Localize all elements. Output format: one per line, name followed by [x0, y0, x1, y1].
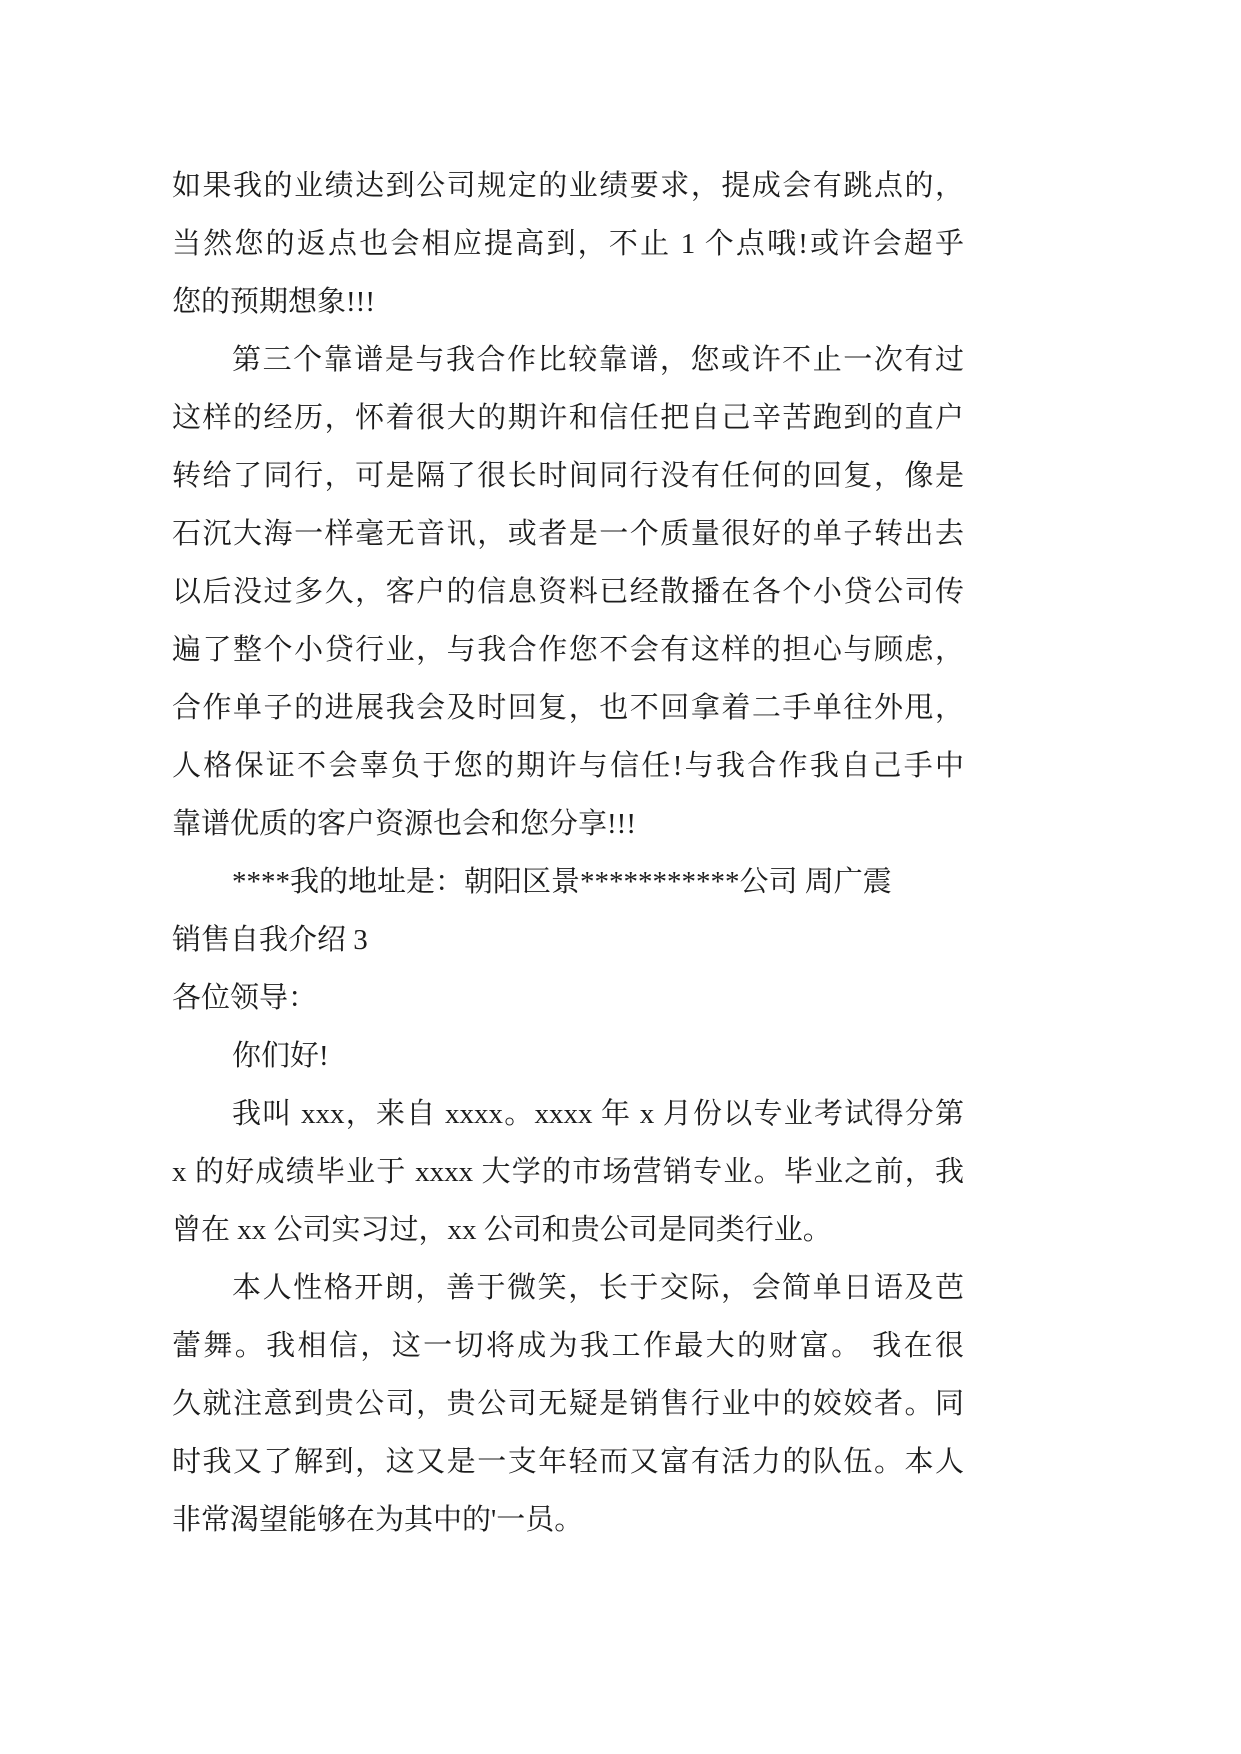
text-line: 我叫 xxx，来自 xxxx。xxxx 年 x 月份以专业考试得分第 — [232, 1098, 964, 1130]
text-line: 非常渴望能够在为其中的'一员。 — [172, 1504, 584, 1536]
text-line: 曾在 xx 公司实习过，xx 公司和贵公司是同类行业。 — [172, 1214, 832, 1246]
text-line: 您的预期想象!!! — [172, 286, 375, 318]
text-line: 本人性格开朗，善于微笑，长于交际，会简单日语及芭 — [232, 1272, 964, 1304]
text-line: 时我又了解到，这又是一支年轻而又富有活力的队伍。本人 — [172, 1446, 964, 1478]
salutation-block — [172, 969, 964, 1027]
continued-paragraph — [172, 157, 964, 331]
text-line: 靠谱优质的客户资源也会和您分享!!! — [172, 808, 636, 840]
text-line: 转给了同行，可是隔了很长时间同行没有任何的回复，像是 — [172, 460, 964, 492]
text-line: 以后没过多久，客户的信息资料已经散播在各个小贷公司传 — [172, 576, 964, 608]
intro-paragraph — [172, 1085, 964, 1259]
section-heading: 销售自我介绍 3 — [172, 924, 368, 956]
text-line: 久就注意到贵公司，贵公司无疑是销售行业中的姣姣者。同 — [172, 1388, 964, 1420]
greeting-block — [172, 1027, 964, 1085]
text-line: 石沉大海一样毫无音讯，或者是一个质量很好的单子转出去 — [172, 518, 964, 550]
text-line: 遍了整个小贷行业，与我合作您不会有这样的担心与顾虑， — [172, 634, 964, 666]
reliability-paragraph — [172, 331, 964, 853]
personality-paragraph — [172, 1259, 964, 1549]
document-body — [172, 157, 964, 1549]
text-line: 当然您的返点也会相应提高到，不止 1 个点哦!或许会超乎 — [172, 228, 964, 260]
address-line: ****我的地址是：朝阳区景***********公司 周广震 — [232, 866, 892, 898]
text-line: 如果我的业绩达到公司规定的业绩要求，提成会有跳点的， — [172, 170, 964, 202]
text-line: 蕾舞。我相信，这一切将成为我工作最大的财富。 我在很 — [172, 1330, 964, 1362]
text-line: 人格保证不会辜负于您的期许与信任!与我合作我自己手中 — [172, 750, 964, 782]
text-line: 第三个靠谱是与我合作比较靠谱，您或许不止一次有过 — [232, 344, 964, 376]
section-heading-block — [172, 911, 964, 969]
text-line: x 的好成绩毕业于 xxxx 大学的市场营销专业。毕业之前，我 — [172, 1156, 964, 1188]
text-line: 合作单子的进展我会及时回复，也不回拿着二手单往外甩， — [172, 692, 964, 724]
salutation: 各位领导： — [172, 982, 318, 1014]
address-paragraph — [172, 853, 964, 911]
greeting: 你们好! — [232, 1040, 329, 1072]
text-line: 这样的经历，怀着很大的期许和信任把自己辛苦跑到的直户 — [172, 402, 964, 434]
